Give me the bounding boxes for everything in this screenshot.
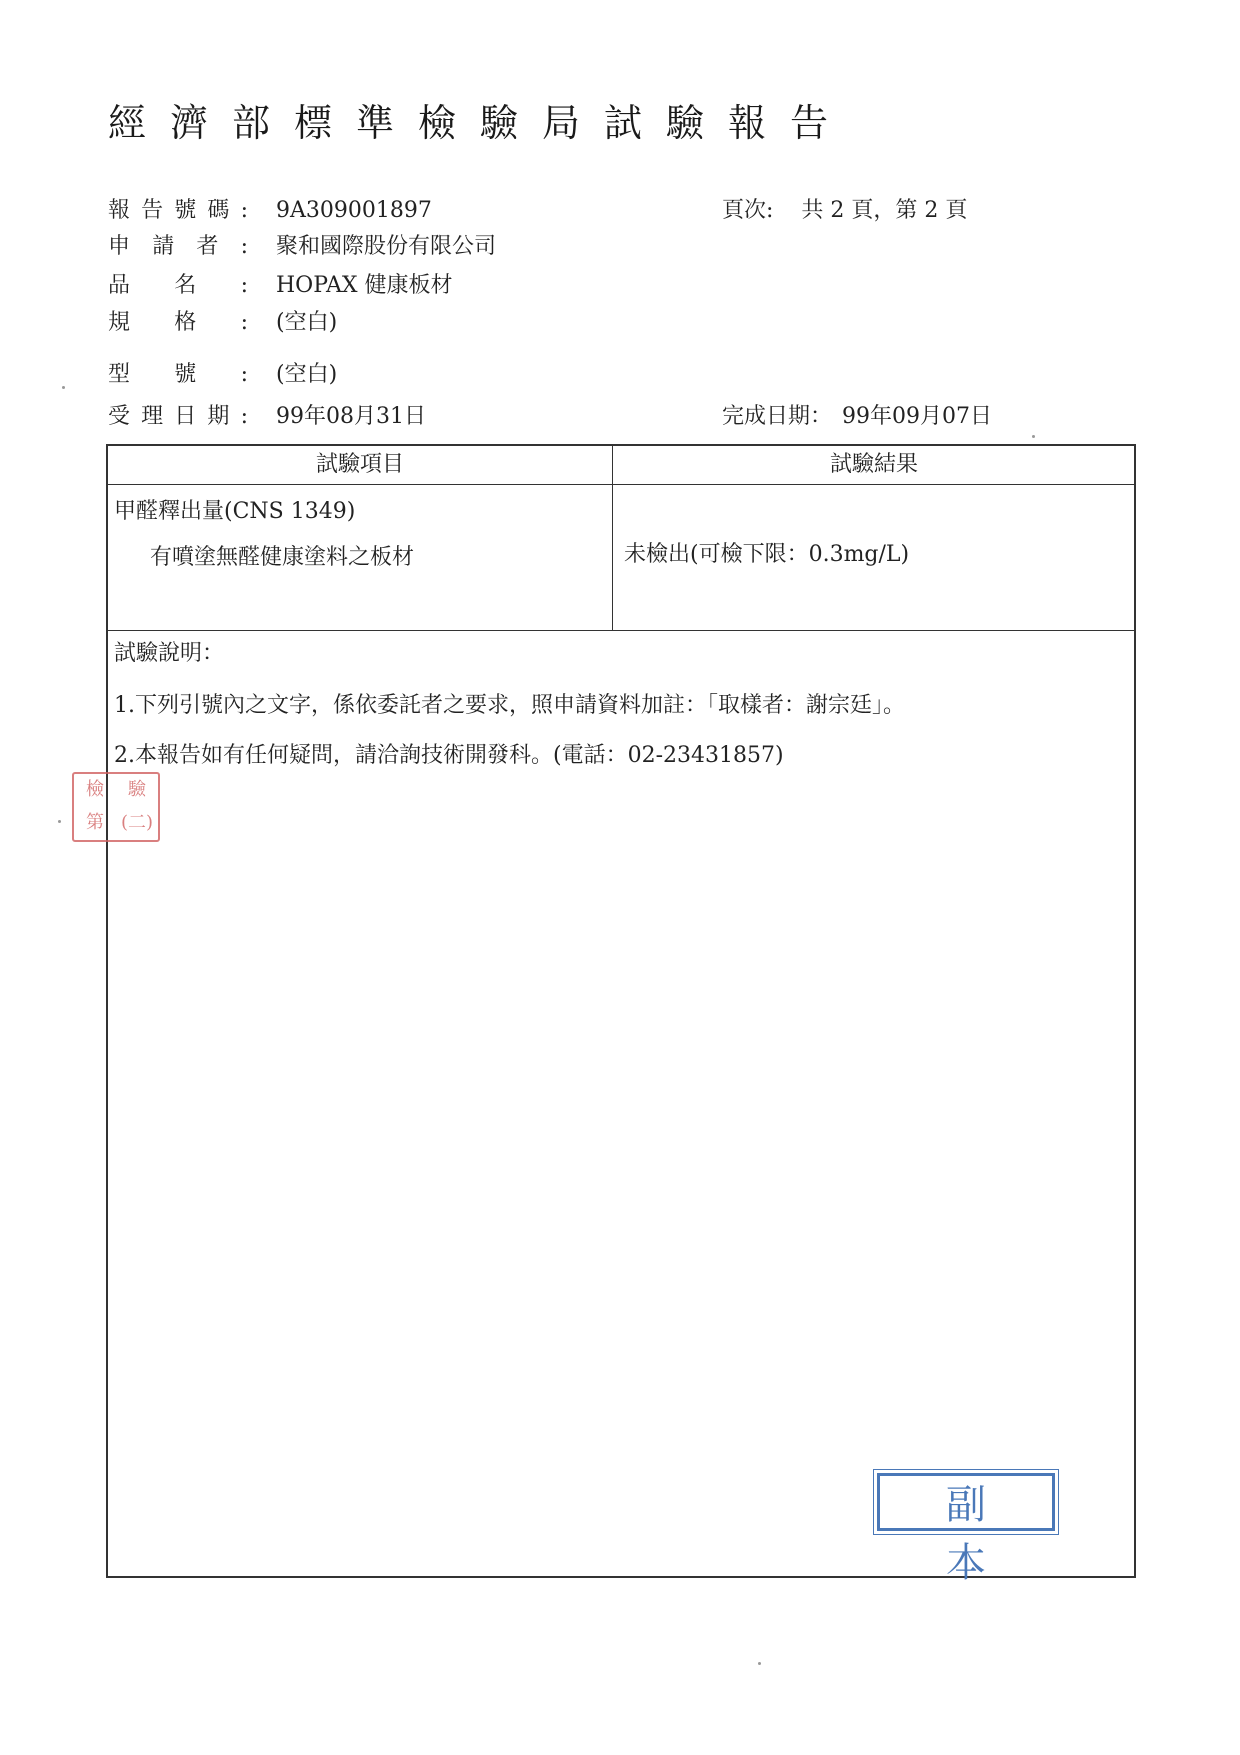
model-label: 型號: bbox=[108, 362, 248, 387]
applicant-field bbox=[108, 229, 496, 260]
header-test-item: 試驗項目 bbox=[315, 452, 404, 477]
completed-date-value: 99年09月07日 bbox=[842, 404, 992, 429]
received-date-value: 99年08月31日 bbox=[276, 404, 426, 429]
completed-date-field bbox=[722, 399, 992, 430]
model-field bbox=[108, 357, 337, 388]
seal-char-1: 檢 bbox=[86, 779, 104, 800]
report-title: 經濟部標準檢驗局試驗報告 bbox=[108, 101, 853, 145]
product-field bbox=[108, 268, 453, 299]
spec-field bbox=[108, 305, 337, 336]
product-label: 品名: bbox=[108, 273, 248, 298]
note-item-1: 1.下列引號內之文字，係依委託者之要求，照申請資料加註：「取樣者：謝宗廷」。 bbox=[114, 693, 905, 718]
note-item-2: 2.本報告如有任何疑問，請洽詢技術開發科。(電話：02-23431857) bbox=[114, 743, 784, 768]
test-results-frame bbox=[106, 444, 1136, 1578]
report-number-value: 9A309001897 bbox=[276, 198, 432, 223]
test-result-value: 未檢出(可檢下限：0.3mg/L) bbox=[624, 542, 910, 567]
report-number-label: 報告號碼: bbox=[108, 198, 248, 223]
seal-char-3: 第 bbox=[86, 812, 104, 833]
page-field bbox=[722, 193, 967, 224]
page-value: 共 2 頁，第 2 頁 bbox=[801, 198, 968, 223]
notes-heading: 試驗說明： bbox=[114, 641, 225, 666]
spec-label: 規格: bbox=[108, 310, 248, 335]
page-label: 頁次: bbox=[722, 198, 774, 223]
received-date-label: 受理日期: bbox=[108, 404, 248, 429]
red-seal-stamp bbox=[72, 772, 160, 842]
test-item-name: 甲醛釋出量(CNS 1349) bbox=[114, 499, 356, 524]
applicant-value: 聚和國際股份有限公司 bbox=[276, 234, 497, 259]
model-value: (空白) bbox=[276, 362, 338, 387]
copy-stamp: 副本 bbox=[877, 1473, 1055, 1531]
scan-speck bbox=[58, 820, 61, 823]
scan-speck bbox=[758, 1662, 761, 1665]
report-number-field bbox=[108, 193, 432, 224]
seal-char-2: 驗 bbox=[128, 779, 146, 800]
product-value: HOPAX 健康板材 bbox=[276, 273, 453, 298]
table-bottom-divider bbox=[108, 630, 1134, 631]
completed-date-label: 完成日期： bbox=[722, 404, 833, 429]
header-test-result: 試驗結果 bbox=[829, 452, 918, 477]
seal-char-4: (二) bbox=[120, 812, 154, 833]
received-date-field bbox=[108, 399, 426, 430]
test-item-detail: 有噴塗無醛健康塗料之板材 bbox=[150, 545, 415, 570]
scan-speck bbox=[62, 386, 65, 389]
scan-speck bbox=[1032, 435, 1035, 438]
applicant-label: 申請者: bbox=[108, 234, 248, 259]
spec-value: (空白) bbox=[276, 310, 338, 335]
